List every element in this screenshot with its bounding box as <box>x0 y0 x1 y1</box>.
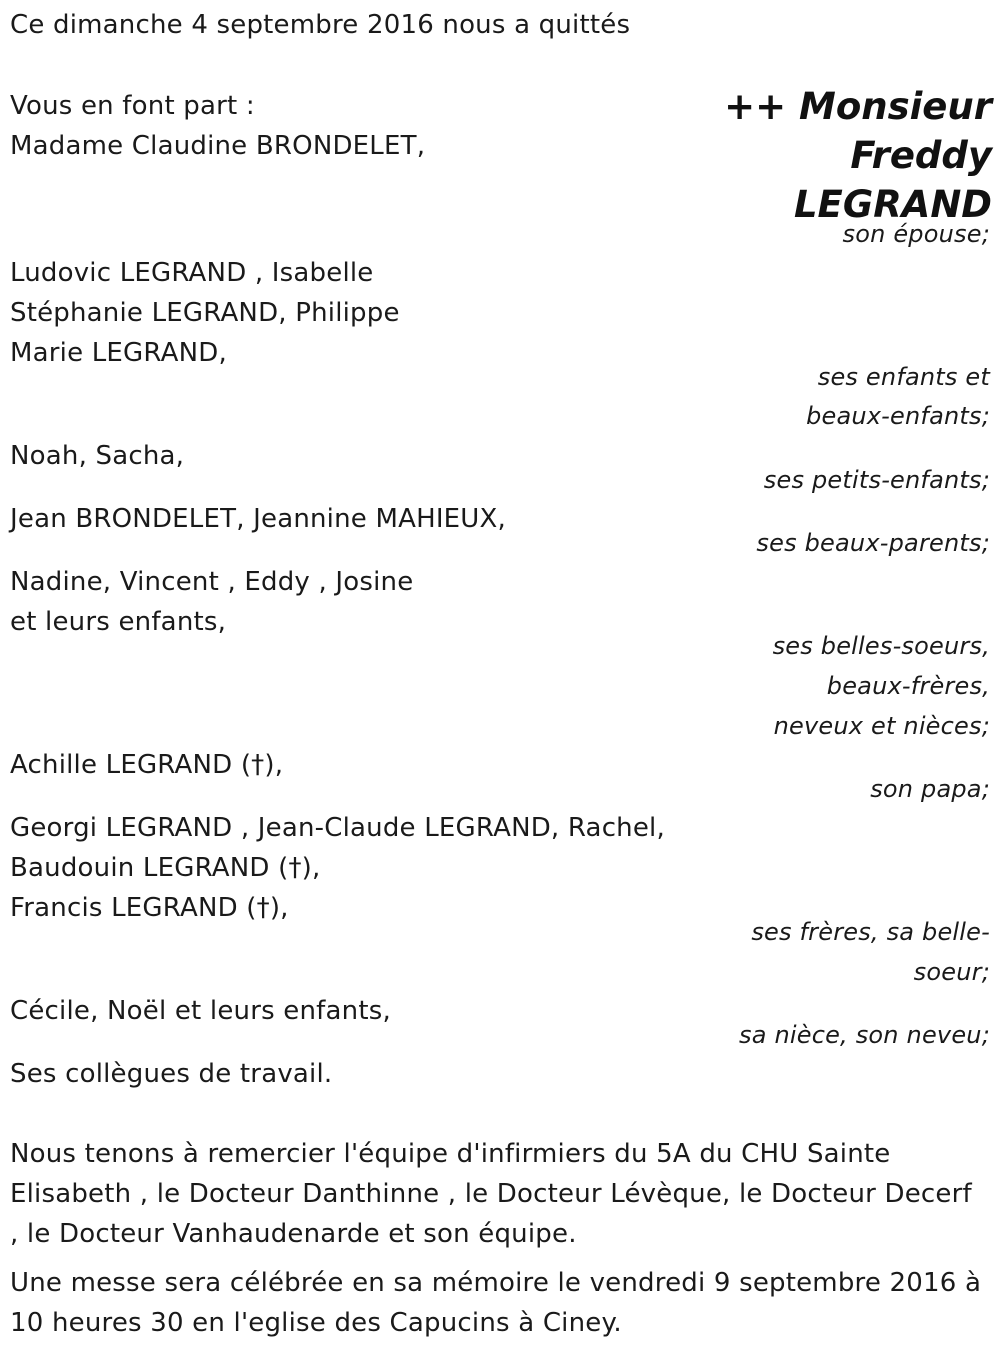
parents-in-law-relation: ses beaux-parents; <box>756 529 990 557</box>
siblings-in-law-name-2: et leurs enfants, <box>10 607 227 637</box>
siblings-relation-2: soeur; <box>913 958 990 986</box>
announce-line: Vous en font part : <box>10 91 255 121</box>
deceased-title: ++ Monsieur <box>724 85 992 128</box>
children-name-3: Marie LEGRAND, <box>10 338 227 368</box>
siblings-in-law-relation-2: beaux-frères, <box>826 672 990 700</box>
children-relation-2: beaux-enfants; <box>806 402 990 430</box>
father-relation: son papa; <box>870 775 990 803</box>
grandchildren-names: Noah, Sacha, <box>10 441 185 471</box>
children-name-1: Ludovic LEGRAND , Isabelle <box>10 258 374 288</box>
thanks-line-3: , le Docteur Vanhaudenarde et son équipe. <box>10 1219 577 1249</box>
colleagues-line: Ses collègues de travail. <box>10 1059 333 1089</box>
mass-line-2: 10 heures 30 en l'eglise des Capucins à Ciney. <box>10 1308 622 1338</box>
siblings-name-2: Baudouin LEGRAND (†), <box>10 853 321 883</box>
parents-in-law-names: Jean BRONDELET, Jeannine MAHIEUX, <box>10 504 507 534</box>
deceased-last-name: LEGRAND <box>793 183 992 226</box>
grandchildren-relation: ses petits-enfants; <box>763 466 990 494</box>
thanks-line-2: Elisabeth , le Docteur Danthinne , le Docteur Lévèque, le Docteur Decerf <box>10 1179 972 1209</box>
niece-nephew-relation: sa nièce, son neveu; <box>739 1021 990 1049</box>
spouse-relation: son épouse; <box>842 220 990 248</box>
siblings-name-3: Francis LEGRAND (†), <box>10 893 289 923</box>
mass-line-1: Une messe sera célébrée en sa mémoire le vendredi 9 septembre 2016 à <box>10 1268 982 1298</box>
deceased-name-block <box>724 82 992 229</box>
deceased-first-name: Freddy <box>850 134 992 177</box>
siblings-relation-1: ses frères, sa belle- <box>751 918 990 946</box>
father-name: Achille LEGRAND (†), <box>10 750 284 780</box>
opening-line: Ce dimanche 4 septembre 2016 nous a quittés <box>10 10 631 40</box>
siblings-in-law-relation-1: ses belles-soeurs, <box>772 632 990 660</box>
siblings-in-law-name-1: Nadine, Vincent , Eddy , Josine <box>10 567 414 597</box>
spouse-name: Madame Claudine BRONDELET, <box>10 131 426 161</box>
children-relation-1: ses enfants et <box>817 363 990 391</box>
siblings-name-1: Georgi LEGRAND , Jean-Claude LEGRAND, Rachel, <box>10 813 665 843</box>
thanks-line-1: Nous tenons à remercier l'équipe d'infirmiers du 5A du CHU Sainte <box>10 1139 891 1169</box>
siblings-in-law-relation-3: neveux et nièces; <box>773 712 990 740</box>
niece-nephew-names: Cécile, Noël et leurs enfants, <box>10 996 391 1026</box>
children-name-2: Stéphanie LEGRAND, Philippe <box>10 298 400 328</box>
